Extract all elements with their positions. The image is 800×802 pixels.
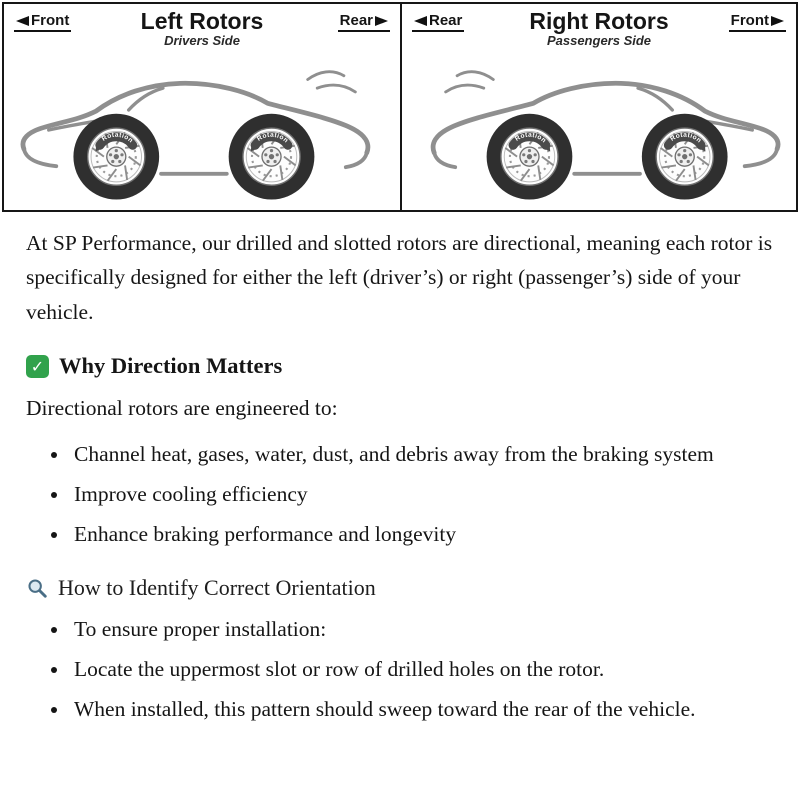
front-wheel — [642, 114, 728, 200]
right-rotors-panel — [400, 4, 796, 210]
identify-orientation-heading — [26, 575, 774, 601]
left-car-illustration — [4, 50, 400, 210]
left-panel-header — [4, 4, 400, 50]
heading-text: How to Identify Correct Orientation — [58, 575, 376, 601]
intro-paragraph: At SP Performance, our drilled and slotted rotors are directional, meaning each rotor is specifically designed for either the left (driver’s) or right (passenger’s) side of your vehicle. — [26, 231, 773, 324]
rotor-direction-diagram — [2, 2, 798, 212]
identify-bullet-list — [26, 613, 774, 727]
right-panel-title: Right Rotors — [529, 8, 669, 34]
heading-text: Why Direction Matters — [59, 353, 283, 379]
rear-wheel — [229, 114, 315, 200]
left-panel-subtitle: Drivers Side — [164, 33, 240, 49]
rear-wheel — [487, 114, 573, 200]
front-direction-label: Front — [729, 12, 786, 32]
left-rotors-panel — [4, 4, 400, 210]
bullet-item: • To ensure proper installation: — [70, 613, 770, 647]
left-panel-title: Left Rotors — [140, 8, 264, 34]
front-direction-label: Front — [14, 12, 71, 32]
magnifier-icon — [26, 577, 48, 599]
bullet-item: • Channel heat, gases, water, dust, and debris away from the braking system — [70, 438, 770, 472]
green-check-icon: ✓ — [26, 355, 49, 378]
right-panel-subtitle: Passengers Side — [546, 33, 652, 49]
why-bullet-list — [26, 438, 774, 552]
why-direction-matters-heading — [26, 353, 774, 379]
article-body — [0, 212, 800, 727]
bullet-item: • Enhance braking performance and longevity — [70, 518, 770, 552]
engineered-to-lead: Directional rotors are engineered to: — [26, 396, 338, 421]
rear-direction-label: Rear — [338, 12, 390, 32]
bullet-item: • Improve cooling efficiency — [70, 478, 770, 512]
right-car-illustration — [402, 50, 796, 210]
right-panel-header — [402, 4, 796, 50]
bullet-item: • Locate the uppermost slot or row of drilled holes on the rotor. — [70, 653, 770, 687]
left-arrow-icon — [16, 16, 29, 26]
right-arrow-icon — [771, 16, 784, 26]
right-arrow-icon — [375, 16, 388, 26]
front-wheel — [73, 114, 159, 200]
left-arrow-icon — [414, 16, 427, 26]
rear-direction-label: Rear — [412, 12, 464, 32]
bullet-item: • When installed, this pattern should sweep toward the rear of the vehicle. — [70, 693, 770, 727]
